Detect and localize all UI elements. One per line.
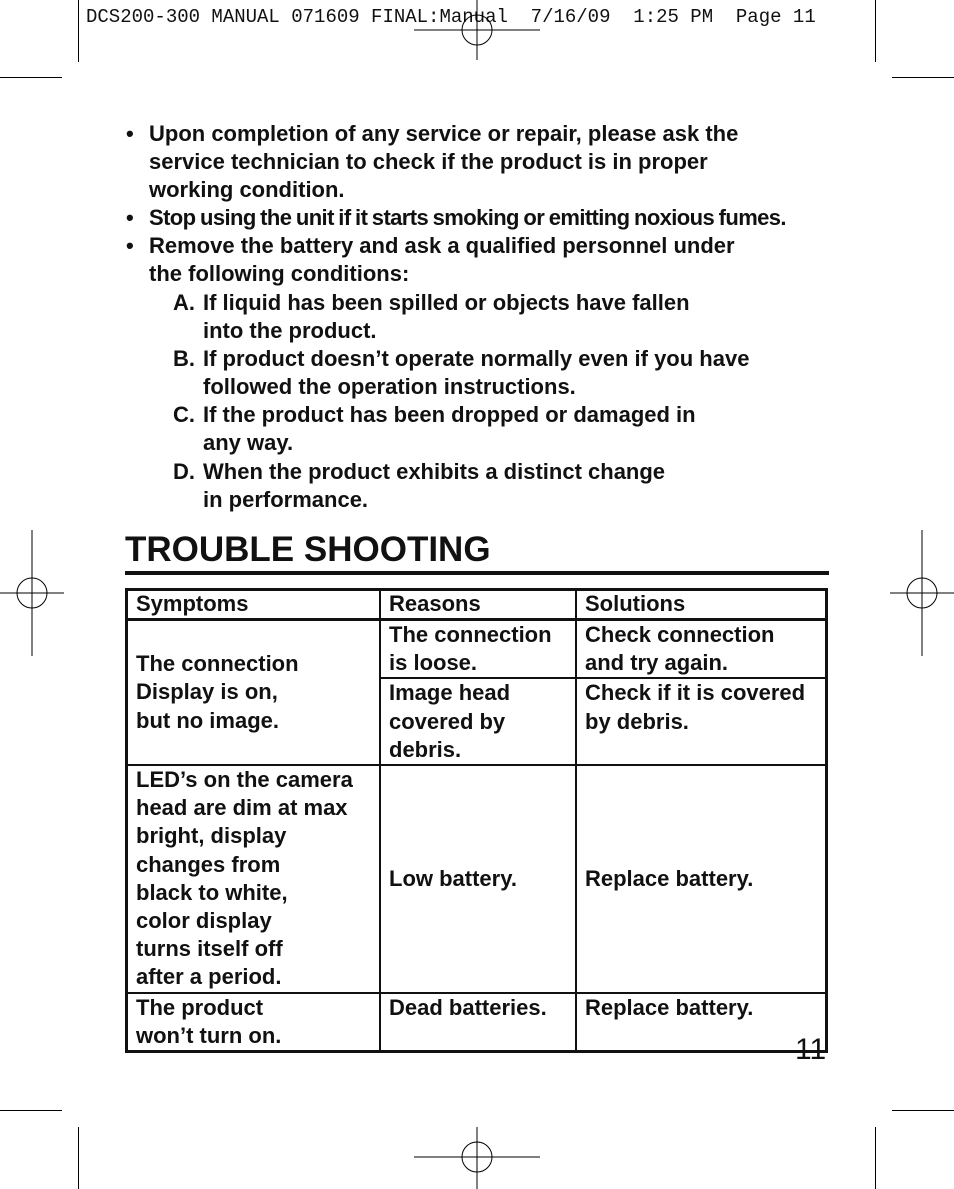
table-row <box>127 620 827 679</box>
bullet-text: Upon completion of any service or repair, please ask the service technician to check if the product is in proper working condition. <box>149 121 739 203</box>
reason-cell: Low battery. <box>380 765 576 993</box>
crop-mark <box>875 0 876 62</box>
registration-mark-right <box>890 530 954 656</box>
crop-mark <box>875 1127 876 1189</box>
crop-mark <box>78 0 79 62</box>
page-number: 11 <box>795 1033 827 1066</box>
crop-mark <box>0 77 62 78</box>
bullet-symbol: • <box>126 233 134 258</box>
condition-key: D. <box>173 459 195 484</box>
troubleshooting-table <box>125 588 828 1053</box>
print-slug: DCS200-300 MANUAL 071609 FINAL:Manual 7/16/09 1:25 PM Page 11 <box>86 6 816 28</box>
bullet-symbol: • <box>126 205 134 230</box>
registration-mark-left <box>0 530 64 656</box>
condition-key: B. <box>173 346 195 371</box>
crop-mark <box>78 1127 79 1189</box>
reason-cell: Image head covered by debris. <box>380 678 576 765</box>
symptom-cell: The connection Display is on, but no image. <box>127 620 381 766</box>
bullet-text: Remove the battery and ask a qualified personnel under the following conditions: <box>149 233 735 287</box>
condition-text: If the product has been dropped or damaged in any way. <box>203 402 696 456</box>
registration-mark-top <box>414 0 540 60</box>
bullet-symbol: • <box>126 121 134 146</box>
bullet-text: Stop using the unit if it starts smoking or emitting noxious fumes. <box>149 205 786 230</box>
solution-cell: Replace battery. <box>576 765 827 993</box>
condition-text: If liquid has been spilled or objects have fallen into the product. <box>203 290 690 344</box>
column-header-symptoms: Symptoms <box>127 590 381 620</box>
condition-text: If product doesn’t operate normally even if you have followed the operation instructions. <box>203 346 750 400</box>
solution-cell: Check connection and try again. <box>576 620 827 679</box>
reason-cell: Dead batteries. <box>380 993 576 1052</box>
column-header-solutions: Solutions <box>576 590 827 620</box>
crop-mark <box>892 77 954 78</box>
crop-mark <box>892 1110 954 1111</box>
condition-key: A. <box>173 290 195 315</box>
condition-key: C. <box>173 402 195 427</box>
section-heading: TROUBLE SHOOTING <box>125 530 491 569</box>
symptom-cell: LED’s on the camera head are dim at max bright, display changes from black to white, color display turns itself off after a period. <box>127 765 381 993</box>
table-row <box>127 993 827 1052</box>
registration-mark-bottom <box>414 1127 540 1189</box>
table-header-row <box>127 590 827 620</box>
heading-rule <box>125 571 829 575</box>
reason-cell: The connection is loose. <box>380 620 576 679</box>
symptom-cell: The product won’t turn on. <box>127 993 381 1052</box>
solution-cell: Replace battery. <box>576 993 827 1052</box>
column-header-reasons: Reasons <box>380 590 576 620</box>
table-row <box>127 765 827 993</box>
condition-text: When the product exhibits a distinct change in performance. <box>203 459 666 513</box>
solution-cell: Check if it is covered by debris. <box>576 678 827 765</box>
crop-mark <box>0 1110 62 1111</box>
